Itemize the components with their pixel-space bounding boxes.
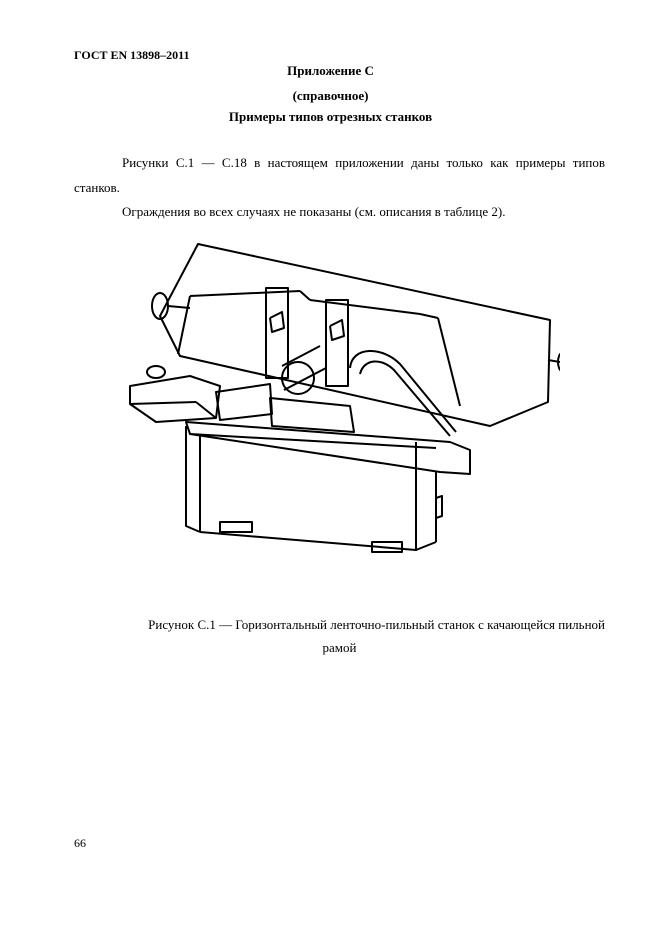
section-title: Примеры типов отрезных станков: [228, 109, 433, 124]
appendix-type: (справочное): [292, 88, 369, 103]
document-header: ГОСТ EN 13898–2011: [74, 48, 190, 62]
figure-caption-line-2: рамой: [322, 640, 357, 655]
paragraph-guards-note: Ограждения во всех случаях не показаны (см. описания в таблице 2).: [122, 204, 506, 219]
page-number: 66: [74, 836, 86, 850]
figure-caption-line-1: Рисунок С.1 — Горизонтальный ленточно-пильный станок с качающейся пильной: [148, 617, 605, 632]
bandsaw-figure: [120, 236, 560, 566]
appendix-title: Приложение С: [287, 63, 374, 78]
horizontal-bandsaw-drawing-icon: [120, 236, 560, 566]
paragraph-intro: Рисунки С.1 — С.18 в настоящем приложении даны только как примеры типов станков.: [74, 155, 605, 195]
